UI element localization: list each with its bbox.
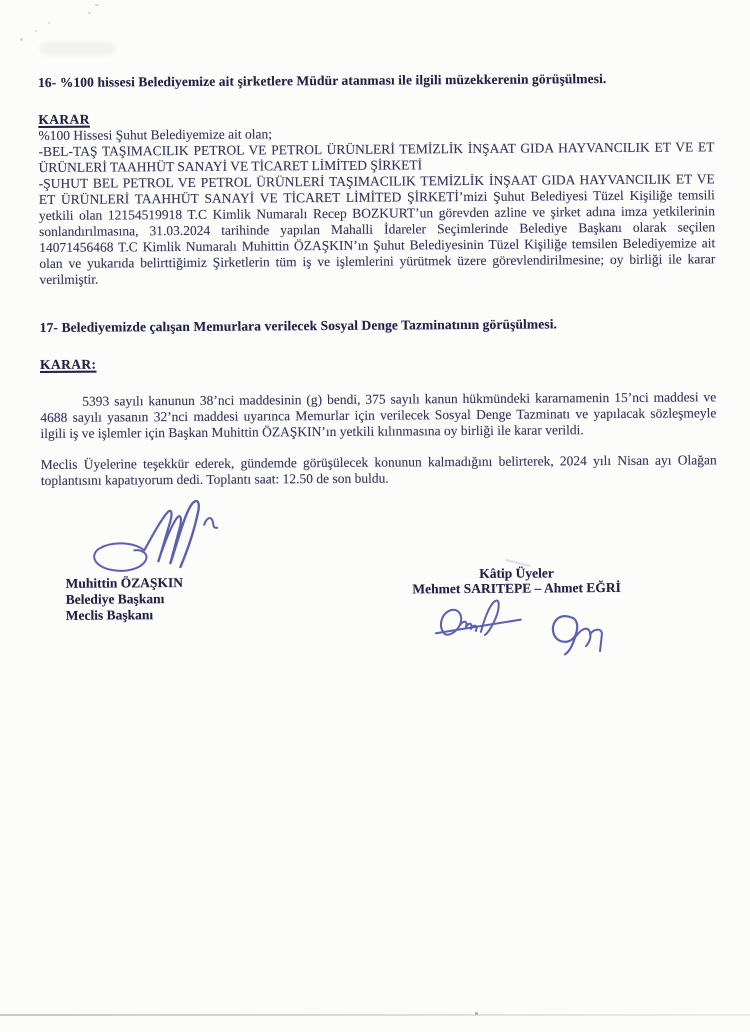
item-17-decision-paragraph: 5393 sayılı kanunun 38’nci maddesinin (g) bendi, 375 sayılı kanun hükmündeki kararnamenin 15’nci maddesi ve 4688 sayılı yasanın 32’nci maddesi uyarınca Memurlar için verilecek Sosyal Denge Tazminatı ve yapılacak sözleşmeyle ilgili iş ve işlemler için Başkan Muhittin ÖZAŞKIN’ın yetkili kılınmasına oy birliği ile karar verildi. — [40, 389, 717, 441]
item-16-company-name: -BEL-TAŞ TAŞIMACILIK PETROL VE PETROL ÜRÜNLERİ TEMİZLİK İNŞAAT GIDA HAYVANCILIK ET VE ET ÜRÜNLERİ TAAHHÜT SANAYİ VE TİCARET LİMİTED ŞİRKETİ — [38, 139, 715, 175]
item-16-heading: 16- %100 hissesi Belediyemize ait şirketlere Müdür atanması ile ilgili müzekkerenin görüşülmesi. — [38, 71, 607, 90]
karar-underlined-text: KARAR — [38, 111, 90, 127]
mayor-title-1: Belediye Başkanı — [65, 591, 165, 607]
scan-speck — [95, 4, 99, 6]
scan-speck — [20, 38, 23, 41]
clerk-signature-2-icon — [547, 609, 609, 657]
signature-area — [41, 484, 718, 679]
mayor-signature-icon — [86, 498, 222, 579]
scan-speck — [88, 12, 91, 14]
scan-smudge — [40, 42, 114, 55]
document-content — [38, 70, 718, 679]
scan-speck — [48, 22, 50, 24]
item-17-karar-label — [40, 352, 716, 373]
item-16-decision-paragraph: -ŞUHUT BEL PETROL VE PETROL ÜRÜNLERİ TAŞIMACILIK TEMİZLİK İNŞAAT GIDA HAYVANCILIK ET VE ET ÜRÜNLERİ TAAHHÜT SANAYİ VE TİCARET LİMİTED ŞİRKETİ’mizi Şuhut Belediyesi Tüzel Kişiliğe temsili yetkili olan 12154519918 T.C Kimlik Numaralı Recep BOZKURT’un görevden azline ve şirket adına imza yetkilerinin sonlandırılmasına, 31.03.2024 tarihinde yapılan Mahalli İdareler Seçimlerinde Belediye Başkanı olarak seçilen 14071456468 T.C Kimlik Numaralı Muhittin ÖZAŞKIN’ın Şuhut Belediyesinin Tüzel Kişiliğe temsilen Belediyemize ait olan ve yukarıda belirttiğimiz Şirketlerin tüm iş ve işlemlerini yürütmek üzere görevlendirilmesine; oy birliği ile karar verilmiştir. — [38, 171, 716, 287]
clerks-names: Mehmet SARITEPE – Ahmet EĞRİ — [412, 579, 621, 597]
closing-paragraph: Meclis Üyelerine teşekkür ederek, gündemde görüşülecek konunun kalmadığını belirterek, 2024 yılı Nisan ayı Olağan toplantısını kapatıyorum dedi. Toplantı saat: 12.50 de son buldu. — [40, 452, 717, 488]
mayor-signature-block — [65, 575, 183, 624]
mayor-title-2: Meclis Başkanı — [65, 607, 154, 623]
clerks-signature-block — [361, 565, 671, 597]
karar-underlined-text: KARAR: — [39, 356, 97, 372]
mayor-name: Muhittin ÖZAŞKIN — [65, 575, 184, 591]
clerk-signature-1-icon — [434, 595, 524, 641]
item-16-intro-line: %100 Hissesi Şuhut Belediyemize ait olan; — [38, 126, 273, 143]
item-17-heading: 17- Belediyemizde çalışan Memurlara verilecek Sosyal Denge Tazminatının görüşülmesi. — [39, 316, 558, 335]
clerks-title: Kâtip Üyeler — [479, 565, 554, 581]
scan-edge-line — [0, 1014, 750, 1016]
scan-speck — [35, 30, 37, 32]
